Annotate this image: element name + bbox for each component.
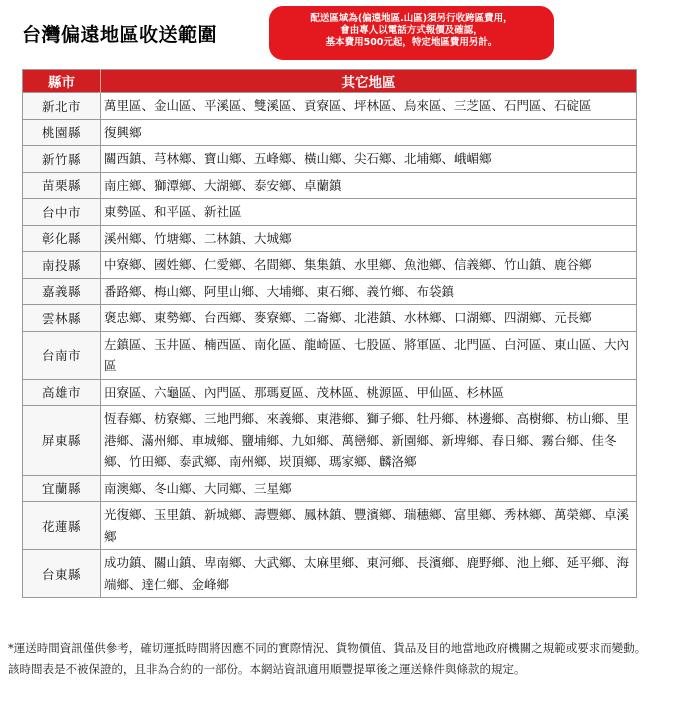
notice-line: 會由專人以電話方式報價及確認， xyxy=(340,25,483,36)
areas-column-header: 其它地區 xyxy=(101,70,637,93)
areas-cell: 南庄鄉、獅潭鄉、大湖鄉、泰安鄉、卓蘭鎮 xyxy=(101,172,637,199)
county-cell: 雲林縣 xyxy=(23,305,101,332)
shipping-time-disclaimer: *運送時間資訊僅供參考，確切運抵時間將因應不同的實際情況、貨物價值、貨品及目的地當地政府機關之規範或要求而變動。該時間表是不被保證的，且非為合約的一部份。本網站資訊適用順豐提單後之運送條件與條款的規定。 xyxy=(8,641,647,676)
county-cell: 台中市 xyxy=(23,199,101,226)
areas-cell: 田寮區、六龜區、內門區、那瑪夏區、茂林區、桃源區、甲仙區、杉林區 xyxy=(101,379,637,406)
table-row xyxy=(23,331,637,379)
table-row xyxy=(23,379,637,406)
county-column-header: 縣市 xyxy=(23,70,101,93)
county-cell: 宜蘭縣 xyxy=(23,475,101,502)
areas-cell: 褒忠鄉、東勢鄉、台西鄉、麥寮鄉、二崙鄉、北港鎮、水林鄉、口湖鄉、四湖鄉、元長鄉 xyxy=(101,305,637,332)
table-row xyxy=(23,475,637,502)
areas-cell: 中寮鄉、國姓鄉、仁愛鄉、名間鄉、集集鎮、水里鄉、魚池鄉、信義鄉、竹山鎮、鹿谷鄉 xyxy=(101,252,637,279)
page-title: 台灣偏遠地區收送範圍 xyxy=(22,24,218,46)
county-cell: 屏東縣 xyxy=(23,406,101,476)
table-row xyxy=(23,502,637,550)
county-cell: 新竹縣 xyxy=(23,146,101,173)
county-cell: 苗栗縣 xyxy=(23,172,101,199)
areas-cell: 東勢區、和平區、新社區 xyxy=(101,199,637,226)
areas-cell: 萬里區、金山區、平溪區、雙溪區、貢寮區、坪林區、烏來區、三芝區、石門區、石碇區 xyxy=(101,93,637,120)
areas-cell: 溪州鄉、竹塘鄉、二林鎮、大城鄉 xyxy=(101,225,637,252)
county-cell: 彰化縣 xyxy=(23,225,101,252)
table-row xyxy=(23,146,637,173)
areas-cell: 復興鄉 xyxy=(101,119,637,146)
table-row xyxy=(23,93,637,120)
county-cell: 南投縣 xyxy=(23,252,101,279)
table-row xyxy=(23,406,637,476)
table-row xyxy=(23,199,637,226)
areas-cell: 成功鎮、關山鎮、卑南鄉、大武鄉、太麻里鄉、東河鄉、長濱鄉、鹿野鄉、池上鄉、延平鄉、海端鄉、達仁鄉、金峰鄉 xyxy=(101,550,637,598)
table-row xyxy=(23,172,637,199)
table-header-row xyxy=(23,70,637,93)
county-cell: 台東縣 xyxy=(23,550,101,598)
county-cell: 桃園縣 xyxy=(23,119,101,146)
table-row xyxy=(23,119,637,146)
areas-cell: 光復鄉、玉里鎮、新城鄉、壽豐鄉、鳳林鎮、豐濱鄉、瑞穗鄉、富里鄉、秀林鄉、萬榮鄉、卓溪鄉 xyxy=(101,502,637,550)
table-row xyxy=(23,252,637,279)
notice-line: 基本費用500元起，特定地區費用另計。 xyxy=(325,37,498,48)
county-cell: 新北市 xyxy=(23,93,101,120)
areas-cell: 番路鄉、梅山鄉、阿里山鄉、大埔鄉、東石鄉、義竹鄉、布袋鎮 xyxy=(101,278,637,305)
county-cell: 嘉義縣 xyxy=(23,278,101,305)
remote-areas-table xyxy=(22,69,637,598)
remote-area-fee-notice xyxy=(269,6,554,60)
county-cell: 台南市 xyxy=(23,331,101,379)
table-row xyxy=(23,550,637,598)
county-cell: 高雄市 xyxy=(23,379,101,406)
table-row xyxy=(23,225,637,252)
areas-cell: 關西鎮、芎林鄉、寶山鄉、五峰鄉、橫山鄉、尖石鄉、北埔鄉、峨嵋鄉 xyxy=(101,146,637,173)
areas-cell: 南澳鄉、冬山鄉、大同鄉、三星鄉 xyxy=(101,475,637,502)
notice-line: 配送區域為(偏遠地區.山區)須另行收跨區費用， xyxy=(310,13,513,24)
county-cell: 花蓮縣 xyxy=(23,502,101,550)
areas-cell: 恆春鄉、枋寮鄉、三地門鄉、來義鄉、東港鄉、獅子鄉、牡丹鄉、林邊鄉、高樹鄉、枋山鄉、里港鄉、滿州鄉、車城鄉、鹽埔鄉、九如鄉、萬巒鄉、新園鄉、新埤鄉、春日鄉、霧台鄉、佳冬鄉、竹田鄉、泰武鄉、南州鄉、崁頂鄉、瑪家鄉、麟洛鄉 xyxy=(101,406,637,476)
table-row xyxy=(23,278,637,305)
table-row xyxy=(23,305,637,332)
areas-cell: 左鎮區、玉井區、楠西區、南化區、龍崎區、七股區、將軍區、北門區、白河區、東山區、大內區 xyxy=(101,331,637,379)
